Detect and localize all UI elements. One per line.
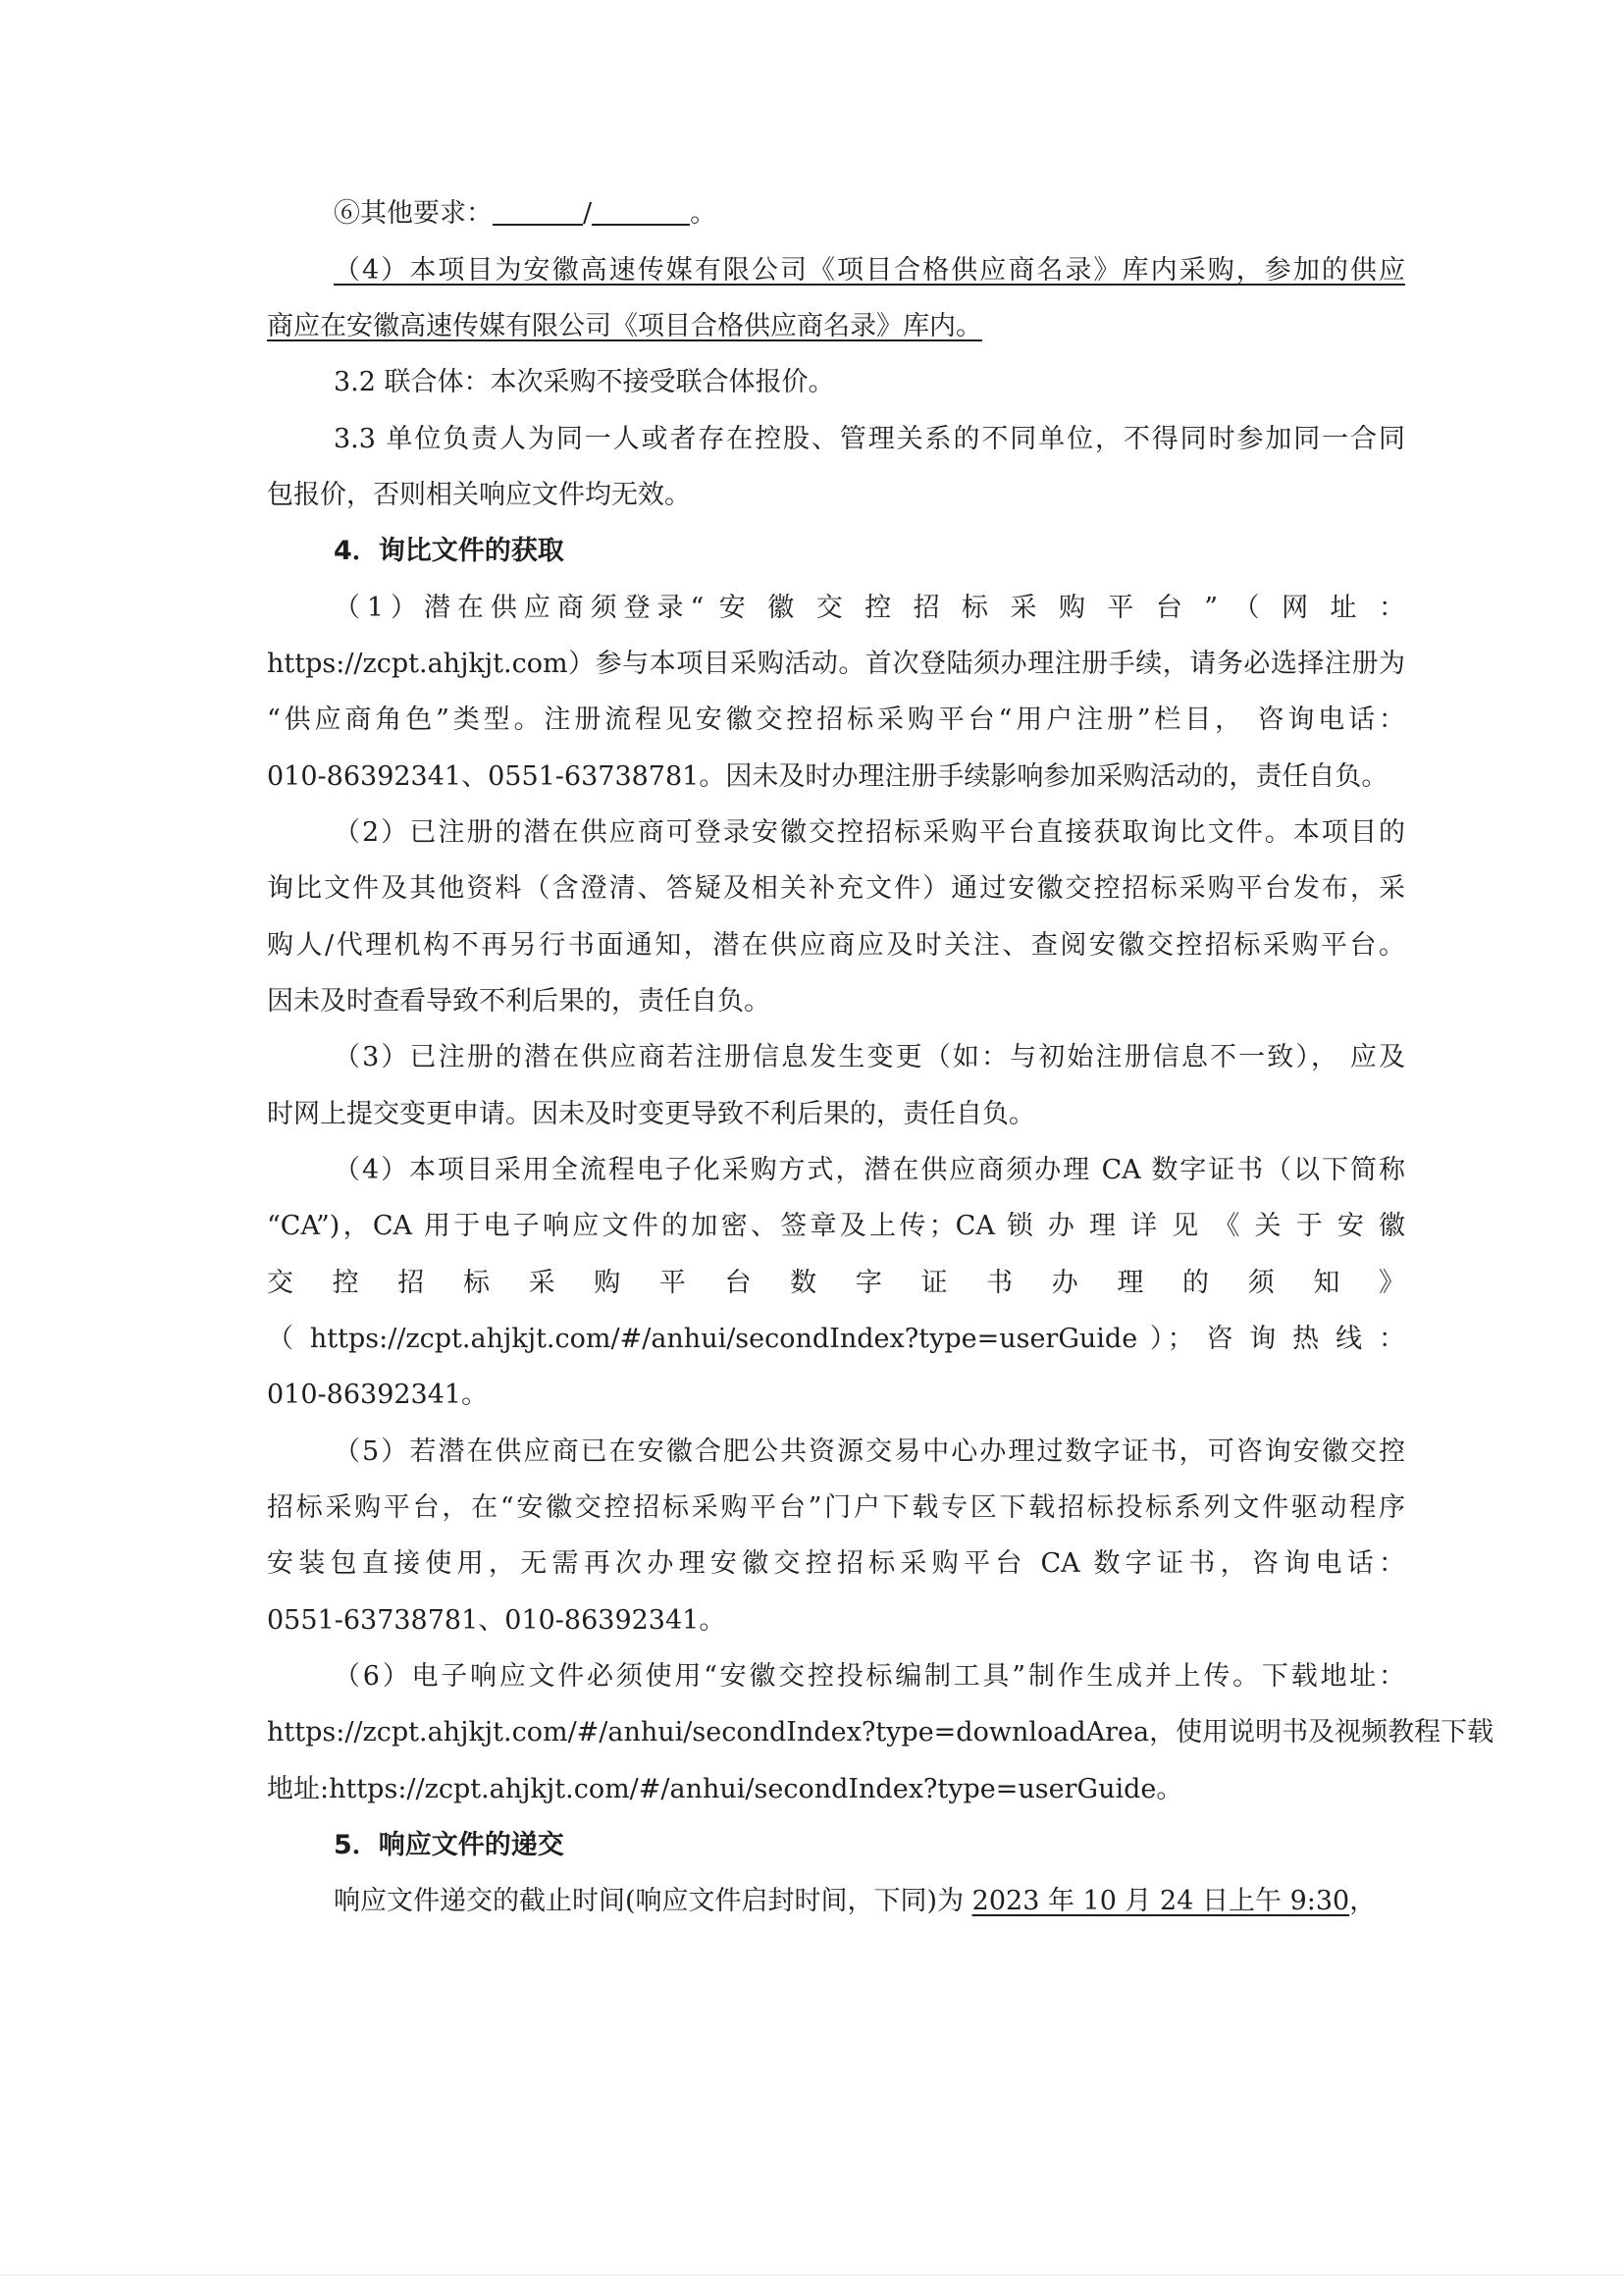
para-4-2-line-3: 购人/代理机构不再另行书面通知，潜在供应商应及时关注、查阅安徽交控招标采购平台。 <box>267 930 1405 961</box>
section-heading-5: 5．响应文件的递交 <box>334 1830 564 1860</box>
para-4-4-line-5: 010-86392341。 <box>267 1380 489 1410</box>
para-4-3-line-1: （3）已注册的潜在供应商若注册信息发生变更（如：与初始注册信息不一致）， 应及 <box>334 1042 1405 1072</box>
deadline-comma: ， <box>1349 1886 1377 1916</box>
para-4-5-line-3: 安装包直接使用，无需再次办理安徽交控招标采购平台 CA 数字证书，咨询电话： <box>267 1548 1405 1579</box>
deadline-line <box>334 1882 1405 1921</box>
same-responsible-clause: 3.3 单位负责人为同一人或者存在控股、管理关系的不同单位，不得同时参加同一合同 <box>334 424 1405 454</box>
para-4-3-line-2: 时网上提交变更申请。因未及时变更导致不利后果的，责任自负。 <box>267 1099 1035 1129</box>
section-heading-4: 4．询比文件的获取 <box>334 536 564 566</box>
para-4-2-line-4: 因未及时查看导致不利后果的，责任自负。 <box>267 986 770 1017</box>
para-4-1-line-2: https://zcpt.ahjkjt.com）参与本项目采购活动。首次登陆须办理注册手续，请务必选择注册为 <box>267 649 1405 679</box>
deadline-date: 2023 年 10 月 24 日上午 9:30 <box>971 1886 1350 1916</box>
qualified-supplier-clause-cont: 商应在安徽高速传媒有限公司《项目合格供应商名录》库内。 <box>267 311 982 341</box>
para-4-5-line-1: （5）若潜在供应商已在安徽合肥公共资源交易中心办理过数字证书，可咨询安徽交控 <box>334 1436 1405 1467</box>
para-4-5-line-4: 0551-63738781、010-86392341。 <box>267 1605 726 1636</box>
para-4-4-line-2: “CA”)，CA 用于电子响应文件的加密、签章及上传；CA 锁 办 理 详 见 《 关 于 安 徽 <box>267 1211 1405 1241</box>
blank-separator: / <box>583 198 593 229</box>
para-4-6-line-3: 地址:https://zcpt.ahjkjt.com/#/anhui/secondIndex?type=userGuide。 <box>267 1774 1183 1804</box>
blank-field-right <box>592 198 690 226</box>
para-4-1-line-3: “供应商角色”类型。注册流程见安徽交控招标采购平台“用户注册”栏目， 咨询电话： <box>267 704 1405 735</box>
consortium-clause: 3.2 联合体：本次采购不接受联合体报价。 <box>334 367 835 397</box>
para-4-4-line-1: （4）本项目采用全流程电子化采购方式，潜在供应商须办理 CA 数字证书（以下简称 <box>334 1155 1405 1185</box>
para-4-1-line-4: 010-86392341、0551-63738781。因未及时办理注册手续影响参加采购活动的，责任自负。 <box>267 761 1388 792</box>
para-4-4-line-3: 交 控 招 标 采 购 平 台 数 字 证 书 办 理 的 须 知 》 <box>267 1268 1405 1298</box>
other-requirements-line <box>334 194 1405 234</box>
qualified-supplier-clause: （4）本项目为安徽高速传媒有限公司《项目合格供应商名录》库内采购，参加的供应 <box>334 255 1405 286</box>
para-4-4-line-4: （ https://zcpt.ahjkjt.com/#/anhui/secondIndex?type=userGuide ）； 咨 询 热 线 ： <box>267 1324 1405 1354</box>
para-4-5-line-2: 招标采购平台，在“安徽交控招标采购平台”门户下载专区下载招标投标系列文件驱动程序 <box>267 1492 1405 1523</box>
para-4-2-line-1: （2）已注册的潜在供应商可登录安徽交控招标采购平台直接获取询比文件。本项目的 <box>334 817 1405 848</box>
other-requirements-label: ⑥其他要求： <box>334 198 493 229</box>
line-end-mark: 。 <box>690 198 717 229</box>
scan-edge-line <box>0 2274 1623 2275</box>
same-responsible-clause-cont: 包报价，否则相关响应文件均无效。 <box>267 480 691 510</box>
blank-field-left <box>493 198 583 226</box>
deadline-text: 响应文件递交的截止时间(响应文件启封时间，下同)为 <box>334 1886 972 1916</box>
para-4-2-line-2: 询比文件及其他资料（含澄清、答疑及相关补充文件）通过安徽交控招标采购平台发布，采 <box>267 873 1405 904</box>
para-4-6-line-1: （6）电子响应文件必须使用“安徽交控投标编制工具”制作生成并上传。下载地址： <box>334 1661 1405 1692</box>
para-4-6-line-2: https://zcpt.ahjkjt.com/#/anhui/secondIndex?type=downloadArea，使用说明书及视频教程下载 <box>267 1717 1494 1748</box>
para-4-1-line-1: （1）潜在供应商须登录“ 安 徽 交 控 招 标 采 购 平 台 ” （ 网 址 ： <box>334 593 1405 623</box>
